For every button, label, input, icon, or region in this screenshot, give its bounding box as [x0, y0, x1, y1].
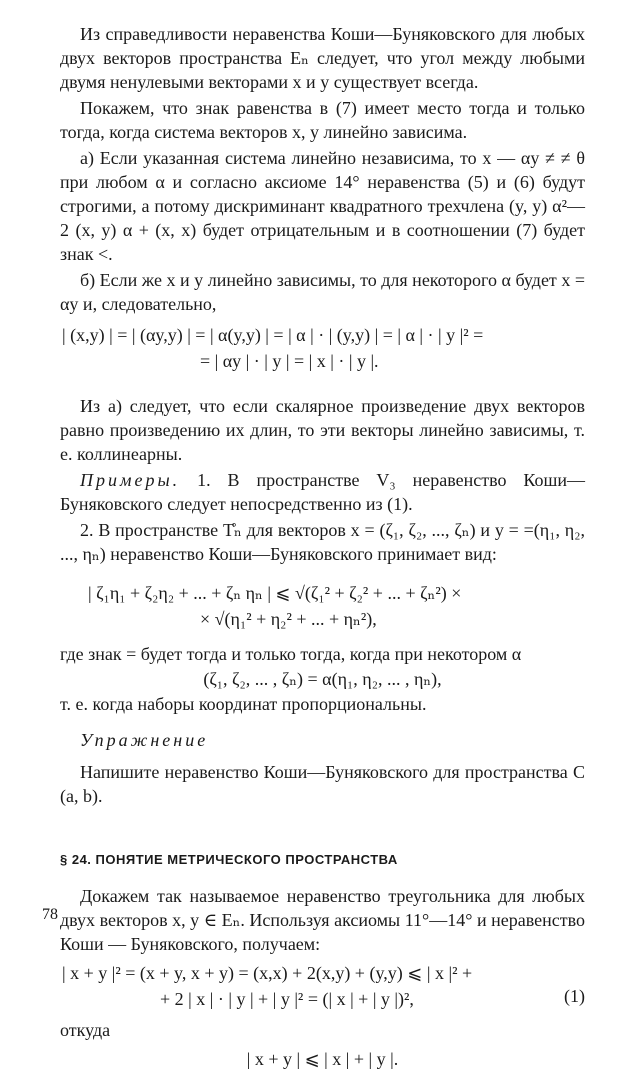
paragraph: Из справедливости неравенства Коши—Буняковского для любых двух векторов пространства Eₙ следует, что угол между любыми двумя ненулевыми векторами x и y существует всегда.: [60, 24, 585, 92]
page-content: [60, 22, 585, 1072]
equation: | x + y | ⩽ | x | + | y |.: [246, 1049, 399, 1069]
paragraph: б) Если же x и y линейно зависимы, то для некоторого α будет x = αy и, следовательно,: [60, 270, 585, 314]
paragraph: Докажем так называемое неравенство треугольника для любых двух векторов x, y ∈ Eₙ. Используя аксиомы 11°—14° и неравенство Коши — Буняковского, получаем:: [60, 886, 585, 954]
equation: × √(η₁² + η₂² + ... + ηₙ²),: [200, 609, 377, 629]
equation: | (x,y) | = | (αy,y) | = | α(y,y) | = | α | · | (y,y) | = | α | · | y |² =: [62, 325, 484, 345]
section-title: § 24. ПОНЯТИЕ МЕТРИЧЕСКОГО ПРОСТРАНСТВА: [60, 852, 398, 867]
equation: = | αy | · | y | = | x | · | y |.: [200, 351, 379, 371]
paragraph: [60, 468, 585, 516]
equation-block: [60, 960, 585, 1012]
paragraph: т. е. когда наборы координат пропорциональны.: [60, 694, 427, 714]
paragraph: где знак = будет тогда и только тогда, когда при некотором α: [60, 644, 522, 664]
paragraph: 2. В пространстве T̊ₙ для векторов x = (ζ₁, ζ₂, ..., ζₙ) и y = =(η₁, η₂, ..., ηₙ) неравенство Коши—Буняковского принимает вид:: [60, 520, 585, 564]
paragraph: Из а) следует, что если скалярное произведение двух векторов равно произведению их длин, то эти векторы линейно зависимы, т. е. коллинеарны.: [60, 396, 585, 464]
paragraph: Напишите неравенство Коши—Буняковского для пространства C (a, b).: [60, 762, 585, 806]
equation: + 2 | x | · | y | + | y |² = (| x | + | y |)²,: [160, 989, 414, 1009]
paragraph: а) Если указанная система линейно независима, то x — αy ≠ ≠ θ при любом α и согласно аксиоме 14° неравенства (5) и (6) будут строгими, а потому дискриминант квадратного трехчлена (y, y) α²— 2 (x, y) α + (x, x) будет отрицательным и в соотношении (7) будет знак <.: [60, 148, 585, 264]
examples-label: Примеры.: [80, 470, 181, 490]
paragraph-text: 1. В пространстве V₃ неравенство Коши—Буняковского следует непосредственно из (1).: [60, 470, 585, 514]
equation: | ζ₁η₁ + ζ₂η₂ + ... + ζₙ ηₙ | ⩽ √(ζ₁² + ζ₂² + ... + ζₙ²) ×: [88, 583, 462, 603]
paragraph: откуда: [60, 1020, 111, 1040]
equation-row: [60, 986, 585, 1012]
equation: (ζ₁, ζ₂, ... , ζₙ) = α(η₁, η₂, ... , ηₙ),: [203, 669, 442, 689]
equation-block: [60, 580, 585, 632]
equation-number: (1): [564, 986, 585, 1006]
paragraph: Покажем, что знак равенства в (7) имеет место тогда и только тогда, когда система векторов x, y линейно зависима.: [60, 98, 585, 142]
equation-block: [60, 322, 585, 374]
equation: | x + y |² = (x + y, x + y) = (x,x) + 2(x,y) + (y,y) ⩽ | x |² +: [62, 963, 473, 983]
exercise-label: Упражнение: [80, 730, 209, 750]
page-number: 78: [42, 906, 58, 923]
